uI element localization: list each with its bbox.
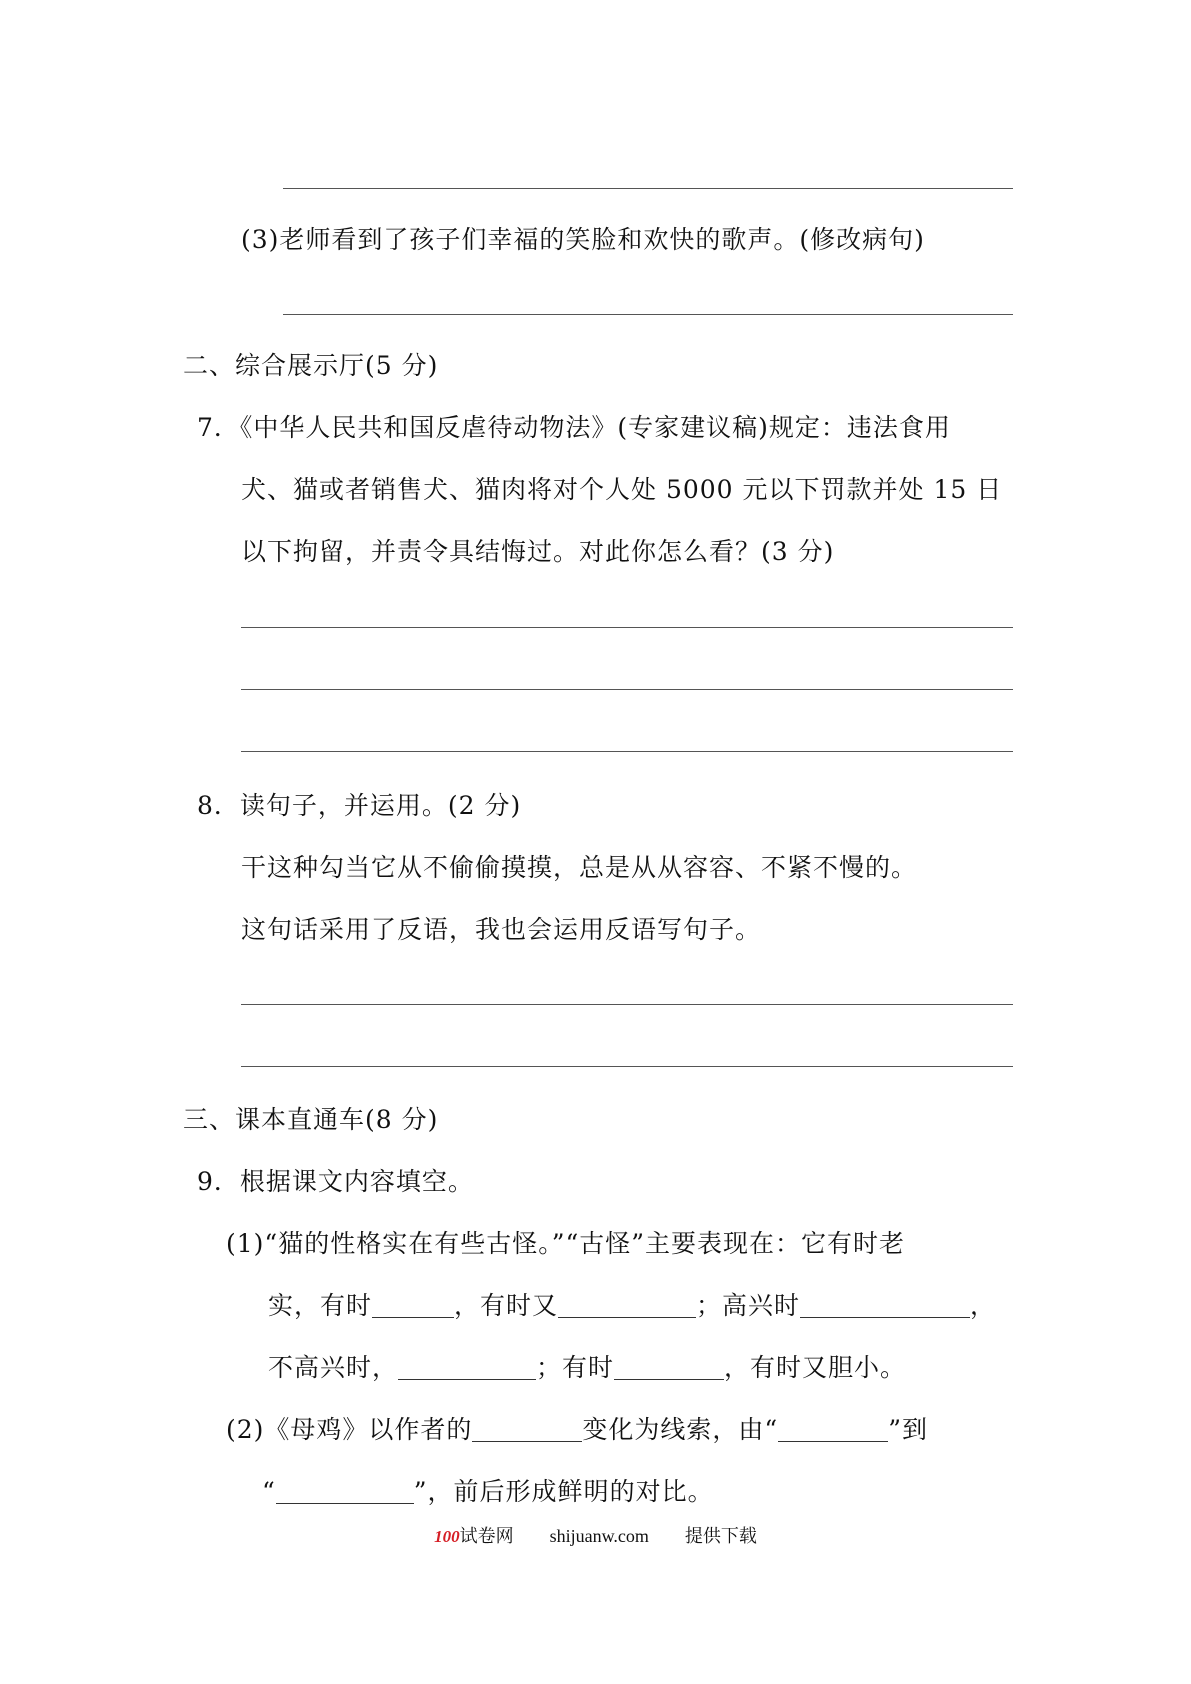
answer-line-q8-1: [241, 1004, 1013, 1005]
site-logo: 100: [434, 1527, 460, 1546]
q9-p2-text-d: “: [262, 1477, 276, 1506]
blank-5[interactable]: [614, 1353, 724, 1380]
q9-p1-text-a: 实，有时: [268, 1291, 373, 1320]
q9-p1-text-e: 不高兴时，: [268, 1353, 399, 1382]
q9-line-1: 9．根据课文内容填空。: [197, 1167, 474, 1196]
answer-line-q7-2: [241, 689, 1013, 690]
blank-8[interactable]: [276, 1477, 414, 1504]
q6-3-prompt: (3)老师看到了孩子们幸福的笑脸和欢快的歌声。(修改病句): [241, 225, 925, 254]
blank-1[interactable]: [372, 1291, 454, 1318]
page-footer: [0, 1524, 1191, 1549]
q9-part-2-line-1: [226, 1414, 928, 1446]
site-domain-link[interactable]: shijuanw.com: [549, 1526, 649, 1546]
answer-line-q7-1: [241, 627, 1013, 628]
q9-p2-text-b: 变化为线索，由“: [582, 1415, 779, 1444]
q7-line-2: 犬、猫或者销售犬、猫肉将对个人处 5000 元以下罚款并处 15 日: [241, 475, 1003, 504]
answer-line-q6-2: [283, 188, 1013, 189]
answer-line-q8-2: [241, 1066, 1013, 1067]
blank-2[interactable]: [558, 1291, 696, 1318]
q7-line-1: 7．《中华人民共和国反虐待动物法》(专家建议稿)规定：违法食用: [197, 413, 951, 442]
q9-p2-text-c: ”到: [888, 1415, 928, 1444]
q7-line-3: 以下拘留，并责令具结悔过。对此你怎么看？(3 分): [241, 537, 835, 566]
q9-p1-text-d: ，: [970, 1291, 997, 1320]
site-name: 试卷网: [459, 1526, 514, 1546]
blank-4[interactable]: [398, 1353, 536, 1380]
q8-instruction: 这句话采用了反语，我也会运用反语写句子。: [241, 915, 762, 944]
q8-example-sentence: 干这种勾当它从不偷偷摸摸，总是从从容容、不紧不慢的。: [241, 853, 918, 882]
q9-p1-text-b: ，有时又: [454, 1291, 559, 1320]
q9-p1-text-c: ；高兴时: [696, 1291, 801, 1320]
q9-p1-text-f: ；有时: [536, 1353, 615, 1382]
q9-part-1-line-1: (1)“猫的性格实在有些古怪。”“古怪”主要表现在：它有时老: [226, 1229, 906, 1258]
answer-line-q7-3: [241, 751, 1013, 752]
section-3-title: 三、课本直通车(8 分): [183, 1105, 439, 1134]
q9-p2-text-e: ”，前后形成鲜明的对比。: [413, 1477, 714, 1506]
blank-6[interactable]: [472, 1415, 582, 1442]
footer-tagline: 提供下载: [684, 1526, 757, 1546]
q9-part-2-line-2: [262, 1476, 714, 1508]
section-2-title: 二、综合展示厅(5 分): [183, 351, 439, 380]
q9-p2-text-a: (2)《母鸡》以作者的: [226, 1415, 473, 1444]
answer-line-q6-3: [283, 314, 1013, 315]
q9-p1-text-g: ，有时又胆小。: [724, 1353, 907, 1382]
q9-part-1-line-2: [268, 1290, 996, 1322]
q9-part-1-line-3: [268, 1352, 906, 1384]
blank-3[interactable]: [800, 1291, 970, 1318]
blank-7[interactable]: [778, 1415, 888, 1442]
q8-line-1: 8．读句子，并运用。(2 分): [197, 791, 522, 820]
